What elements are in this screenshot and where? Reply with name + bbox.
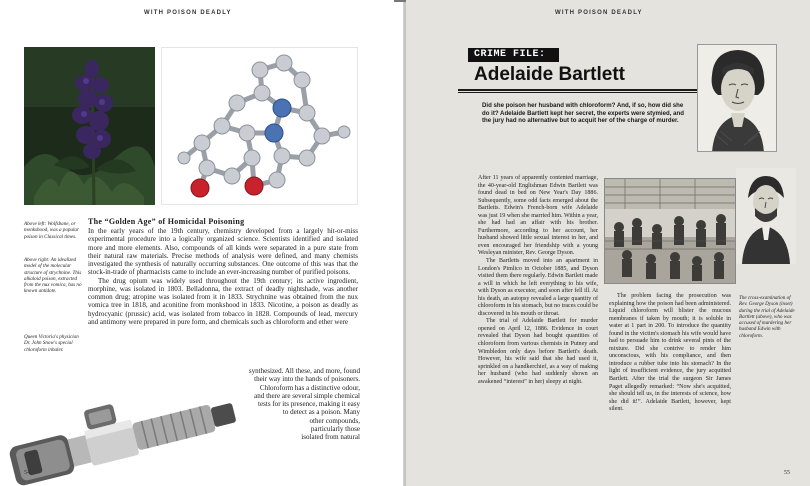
case-paragraph: The trial of Adelaide Bartlett for murder opened on April 12, 1886. Evidence in court revealed that Dyson had bought quantities of chloroform from various chemists in Putney and Wimbledon only days before Bartlett's death. However, his wife said that she had used it, sprinkled on a handkerchief, as a way of making her husband (who had suddenly shown an awakened “interest” in her) sleepy at night. (478, 318, 598, 385)
wrap-line: other compounds, (309, 416, 360, 425)
wrap-line: synthesized. All these, and more, found (248, 367, 360, 375)
wrap-line: and there are several simple chemical (254, 391, 360, 400)
strychnine-model-image (161, 47, 358, 205)
chloroform-inhaler-photo (3, 368, 243, 486)
wolfsbane-photo (24, 47, 155, 205)
caption-strychnine: Above right: An idealized model of the molecular structure of strychnine. This alkaloid poison, extracted from the nux vomica, has no known antidote. (24, 257, 82, 295)
crime-file-tab: CRIME FILE: (468, 48, 559, 62)
case-paragraph: The problem facing the prosecution was explaining how the poison had been administered. Liquid chloroform will blister the mucous membranes if taken by mouth; it is soluble in water at 1 part in 200. To introduce the quantity found in the victim's stomach his wife would have had to persuade him to drink several pints of the mixture. Did she contrive to render him unconscious, with his compliance, and then introduce a rubber tube into his stomach? In the light of insufficient evidence, the jury acquitted Bartlett. After the trial the surgeon Sir James Paget allegedly remarked: “Now she's acquitted, she should tell us, in the interests of science, how she did it!”. Adelaide Bartlett, however, kept silent. (609, 293, 731, 413)
george-dyson-portrait (736, 168, 796, 264)
wrap-line: tests for its presence, making it easy (258, 400, 360, 408)
case-column-1 (478, 175, 598, 386)
heading-rule-top (458, 89, 698, 91)
caption-inhaler: Queen Victoria's physician Dr. John Snow's special chloroform inhaler. (24, 334, 79, 353)
left-page-number: 54 (24, 470, 30, 476)
wrap-line: particularly those (310, 424, 360, 433)
golden-age-article (88, 217, 358, 326)
case-name-heading: Adelaide Bartlett (474, 64, 625, 85)
wrap-line: isolated from natural (301, 433, 360, 441)
courtroom-engraving (604, 178, 736, 284)
wrap-line: Chloroform has a distinctive odour, (259, 383, 360, 392)
right-running-head: WITH POISON DEADLY (555, 10, 643, 16)
case-intro: Did she poison her husband with chloroform? And, if so, how did she do it? Adelaide Bartlett kept her secret, the experts were stymied, and the jury had no alternative but to acquit her of the charge of murder. (482, 102, 684, 125)
right-page-number: 55 (784, 470, 790, 476)
case-paragraph: The Bartletts moved into an apartment in London's Pimlico in October 1885, and Dyson visited them there regularly. Edwin Bartlett made a will in which he left everything to his wife, with Dyson as executor, and soon after fell ill. At his death, an autopsy revealed a large quantity of chloroform in his stomach, but no traces could be discovered in his mouth or throat. (478, 258, 598, 317)
left-running-head: WITH POISON DEADLY (144, 10, 232, 16)
case-column-2 (609, 293, 731, 414)
wrapped-text-block (240, 367, 360, 441)
adelaide-bartlett-portrait (697, 44, 777, 152)
caption-courtroom: The cross-examination of Rev. George Dyson (inset) during the trial of Adelaide Bartlett (above), who was accused of murdering her husband Edwin with chloroform. (739, 295, 795, 339)
article-paragraph: The drug opium was widely used throughout the 19th century; its active ingredient, morphine, was isolated in 1803. Belladonna, the extract of deadly nightshade, was another common drug; atropine was isolated from it in 1833. Strychnine was obtained from the nux vomica tree in 1818, and aconitine from monkshood in 1833. Nicotine, a poison as deadly as hydrocyanic (prussic) acid, was isolated from tobacco in 1828. Compounds of lead, mercury and antimony were prepared in pure form, and chemicals such as chloroform and ether were (88, 276, 358, 326)
case-paragraph: After 11 years of apparently contented marriage, the 40-year-old Englishman Edwin Bartlett was found dead in bed on New Year's Day 1886. Subsequently, some odd facts emerged about the Bartletts. Edwin's French-born wife Adelaide was just 19 when she married him. Within a year, she had had an affair with his brother. Furthermore, according to her account, her husband showed little sexual interest in her, and even encouraged her friendship with a young Wesleyan minister, Rev. George Dyson. (478, 175, 598, 257)
heading-rule-bottom (458, 92, 698, 93)
article-paragraph: In the early years of the 19th century, chemistry developed from a largely hit-or-miss experimental procedure into a logically organized science. Scientists identified and isolated more and more elements. Also, compounds of all kinds were separated in a pure state from their natural raw materials. Precise methods of analysis were defined, and many chemists investigated the synthesis of naturally occurring substances. One outcome of this was that the stock-in-trade of pharmacists came to include an ever-increasing number of purified poisons. (88, 227, 358, 277)
wrap-line: to detect as a poison. Many (282, 408, 360, 417)
wrap-line: their way into the hands of poisoners. (254, 375, 360, 384)
article-title: The “Golden Age” of Homicidal Poisoning (88, 217, 245, 226)
caption-wolfsbane: Above left: Wolfsbane, or monkshood, was a popular poison in Classical times. (24, 221, 79, 240)
